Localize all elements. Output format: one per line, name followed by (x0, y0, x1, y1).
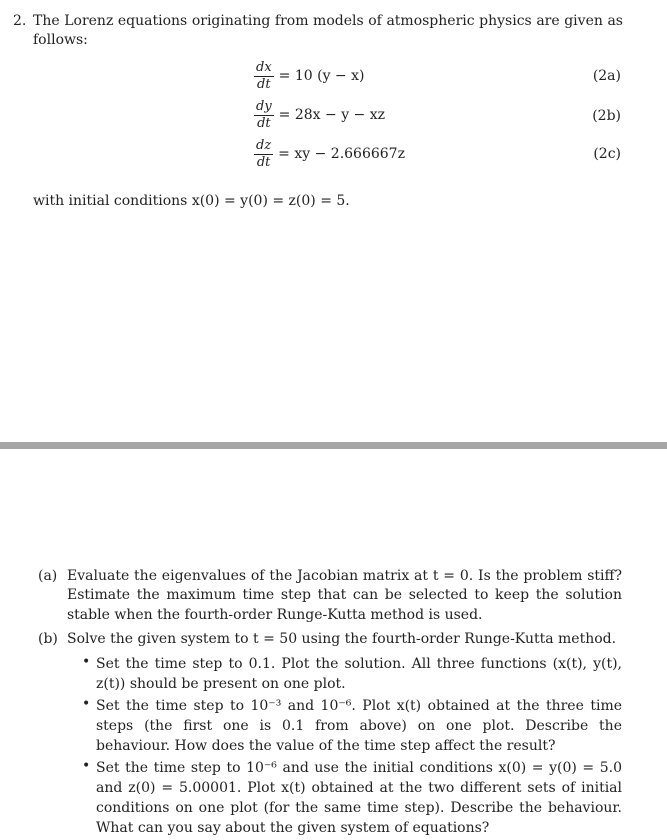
part-b-label: (b) (38, 631, 58, 647)
fraction-numerator: dz (256, 137, 272, 153)
equation-label-2c: (2c) (593, 146, 621, 162)
part-a-text: Evaluate the eigenvalues of the Jacobian matrix at t = 0. Is the problem stiff? Estimate the maximum time step that can be selected to keep the solution stable when the fourth-order Runge-Kutta method is used. (67, 568, 622, 623)
equation-label-2a: (2a) (592, 68, 621, 84)
problem-page-bottom (0, 449, 667, 840)
fraction-denominator: dt (257, 115, 271, 131)
fraction-denominator: dt (256, 154, 271, 170)
bullet-icon: • (82, 654, 91, 670)
part-b-text: Solve the given system to t = 50 using the fourth-order Runge-Kutta method. (67, 631, 617, 647)
bullet-icon: • (82, 758, 91, 774)
initial-conditions: with initial conditions x(0) = y(0) = z(0) = 5. (33, 193, 350, 209)
equation-2b (254, 97, 385, 133)
derivative-fraction (254, 139, 273, 170)
equation-2a (254, 58, 364, 94)
page-divider (0, 442, 667, 449)
problem-number: 2. (13, 13, 27, 29)
problem-intro: The Lorenz equations originating from models of atmospheric physics are given as follows: (33, 13, 623, 48)
derivative-fraction (254, 100, 274, 131)
equation-label-2b: (2b) (592, 108, 621, 124)
fraction-denominator: dt (257, 76, 271, 92)
fraction-numerator: dx (256, 59, 272, 75)
bullet-icon: • (82, 696, 91, 712)
part-b-bullet-3: Set the time step to 10⁻⁶ and use the initial conditions x(0) = y(0) = 5.0 and z(0) = 5.00001. Plot x(t) obtained at the two different sets of initial conditions on one plot (for the same time step). Describe the behaviour. What can you say about the given system of equations? (96, 760, 622, 836)
equation-rhs: = 10 (y − x) (278, 68, 365, 84)
derivative-fraction (254, 61, 274, 92)
equation-rhs: = 28x − y − xz (278, 107, 386, 123)
part-a-label: (a) (38, 568, 58, 584)
fraction-numerator: dy (256, 98, 272, 114)
part-b-bullet-1: Set the time step to 0.1. Plot the solution. All three functions (x(t), y(t), z(t)) should be present on one plot. (96, 656, 622, 692)
equation-rhs: = xy − 2.666667z (278, 146, 405, 162)
equation-2c (254, 136, 405, 172)
part-b-bullet-2: Set the time step to 10⁻³ and 10⁻⁶. Plot x(t) obtained at the three time steps (the first one is 0.1 from above) on one plot. Describe the behaviour. How does the value of the time step affect the result? (96, 698, 622, 754)
